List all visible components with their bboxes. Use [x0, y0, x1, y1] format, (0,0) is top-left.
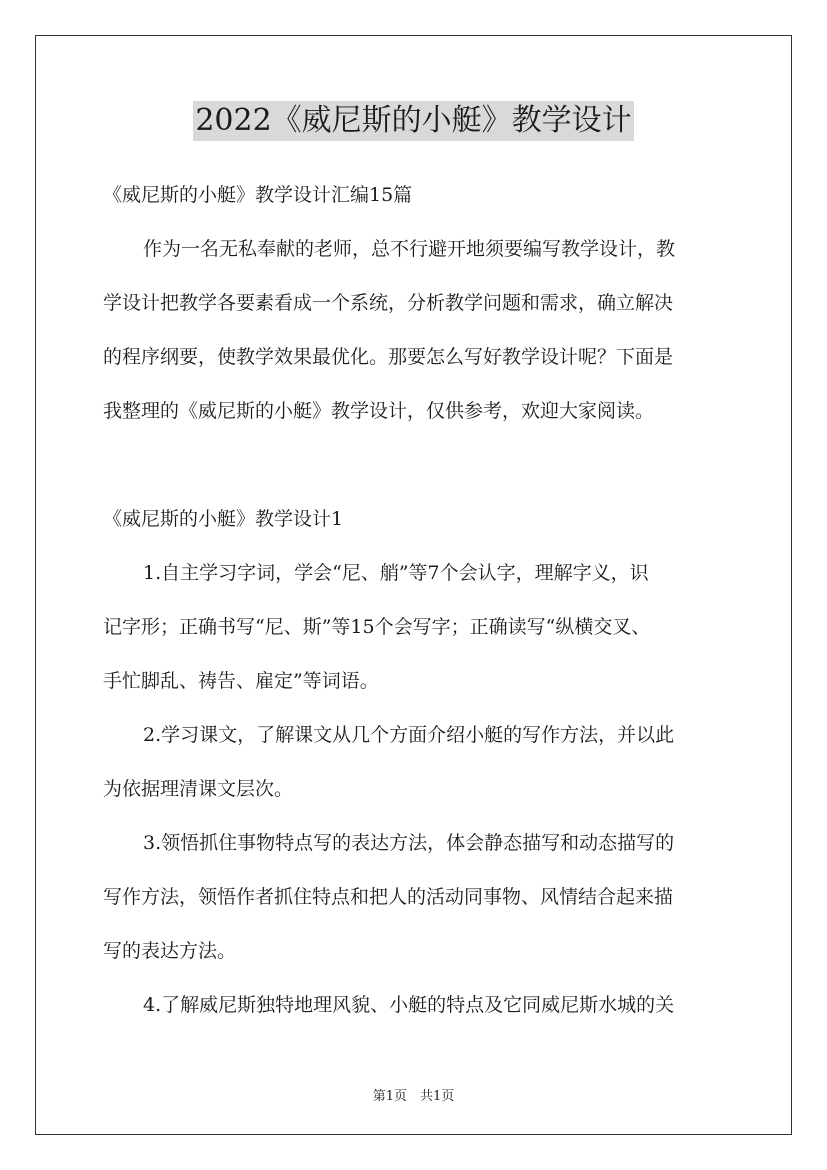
item-line: 写的表达方法。 [103, 940, 237, 962]
item-line: 手忙脚乱、祷告、雇定”等词语。 [103, 670, 379, 692]
intro-line: 我整理的《威尼斯的小艇》教学设计，仅供参考，欢迎大家阅读。 [103, 400, 655, 422]
title-container [0, 101, 827, 141]
item-line: 2.学习课文，了解课文从几个方面介绍小艇的写作方法，并以此 [143, 724, 675, 746]
intro-line: 学设计把教学各要素看成一个系统，分析教学问题和需求，确立解决 [103, 292, 674, 314]
intro-line: 的程序纲要，使教学效果最优化。那要怎么写好教学设计呢？下面是 [103, 346, 674, 368]
page-number-footer: 第1页 共1页 [372, 1089, 455, 1104]
item-line: 3.领悟抓住事物特点写的表达方法，体会静态描写和动态描写的 [143, 832, 675, 854]
intro-line: 作为一名无私奉献的老师，总不行避开地须要编写教学设计，教 [143, 238, 676, 260]
item-line: 为依据理清课文层次。 [103, 778, 294, 800]
item-line: 写作方法，领悟作者抓住特点和把人的活动同事物、风情结合起来描 [103, 886, 674, 908]
document-title: 2022《威尼斯的小艇》教学设计 [193, 101, 633, 141]
section-heading: 《威尼斯的小艇》教学设计1 [103, 508, 344, 530]
document-subtitle: 《威尼斯的小艇》教学设计汇编15篇 [103, 184, 413, 206]
item-line: 4.了解威尼斯独特地理风貌、小艇的特点及它同威尼斯水城的关 [143, 994, 675, 1016]
item-line: 记字形；正确书写“尼、斯”等15个会写字；正确读写“纵横交叉、 [103, 616, 651, 638]
item-line: 1.自主学习字词，学会“尼、艄”等7个会认字，理解字义，识 [143, 562, 649, 584]
